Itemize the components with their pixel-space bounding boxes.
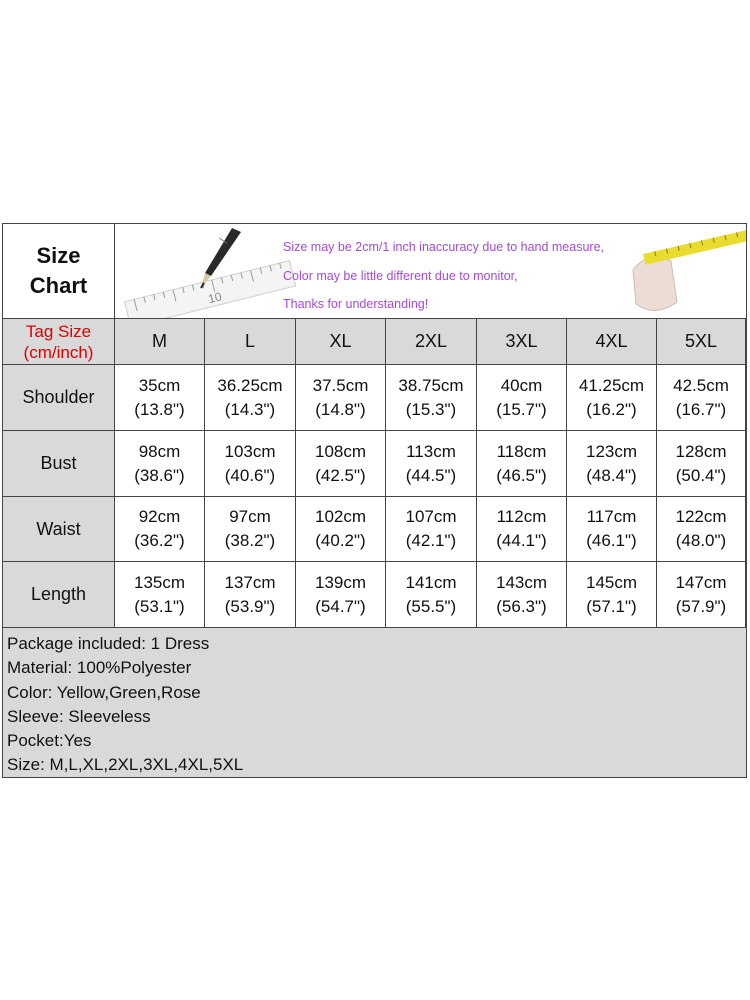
cell-inch: (54.7") [315,596,366,616]
hand-measuring-tape-icon [633,229,746,310]
cell-cm: 135cm [133,572,186,592]
cell-cm: 35cm [138,375,181,395]
cell-cm: 42.5cm [673,375,729,395]
note-inaccuracy: Size may be 2cm/1 inch inaccuracy due to hand measure, [283,240,605,254]
cell-inch: (53.9") [224,596,276,616]
cell-cm: 103cm [224,441,276,461]
table-cell [567,431,657,497]
cell-inch: (57.9") [675,596,727,616]
cell-inch: (36.2") [134,531,185,550]
cell-inch: (14.3") [224,399,276,419]
cell-cm: 137cm [224,572,276,592]
tag-size-label [3,319,115,365]
row-label-bust: Bust [3,431,115,497]
size-chart-title-text: Size Chart [29,243,88,298]
cell-inch: (16.7") [675,399,727,419]
cell-inch: (44.5") [405,465,457,485]
cell-cm: 123cm [585,441,638,461]
cell-inch: (46.5") [496,465,547,485]
table-cell [205,431,296,497]
package-size: Size: M,L,XL,2XL,3XL,4XL,5XL [7,755,244,775]
tag-size-label-text: Tag Size (cm/inch) [23,321,94,362]
table-cell [115,497,205,562]
package-color: Color: Yellow,Green,Rose [7,682,201,702]
cell-inch: (40.2") [315,531,366,550]
size-header-4xl: 4XL [567,319,657,365]
size-header-2xl: 2XL [386,319,477,365]
cell-cm: 122cm [675,507,727,526]
row-label-waist: Waist [3,497,115,562]
cell-cm: 38.75cm [398,375,464,395]
table-cell [567,497,657,562]
package-info [3,628,746,777]
cell-cm: 97cm [229,507,271,526]
table-cell [657,497,746,562]
ruler-label: 10 [206,289,224,307]
table-cell [386,497,477,562]
cell-inch: (56.3") [496,596,547,616]
table-cell [567,365,657,431]
table-cell [657,562,746,628]
cell-inch: (40.6") [224,465,276,485]
cell-inch: (38.2") [224,531,276,550]
package-sleeve: Sleeve: Sleeveless [7,706,151,726]
cell-cm: 128cm [675,441,727,461]
table-cell [296,365,386,431]
table-cell [115,562,205,628]
package-pocket: Pocket:Yes [7,731,92,751]
cell-inch: (55.5") [405,596,457,616]
row-label-length: Length [3,562,115,628]
table-cell [205,497,296,562]
table-cell [386,365,477,431]
table-cell [477,497,567,562]
cell-inch: (53.1") [134,596,185,616]
table-cell [657,365,746,431]
table-cell [477,431,567,497]
table-cell [115,431,205,497]
table-cell [386,562,477,628]
cell-cm: 107cm [405,507,457,526]
measurement-banner [115,224,746,319]
size-header-3xl: 3XL [477,319,567,365]
row-label-shoulder: Shoulder [3,365,115,431]
cell-cm: 36.25cm [217,375,283,395]
size-chart-title [3,224,115,319]
table-cell [115,365,205,431]
table-cell [386,431,477,497]
cell-inch: (57.1") [586,596,637,616]
cell-cm: 139cm [314,572,367,592]
cell-cm: 41.25cm [578,375,645,395]
cell-cm: 147cm [675,572,727,592]
cell-cm: 102cm [314,507,367,526]
cell-cm: 113cm [406,441,456,461]
size-header-m: M [115,319,205,365]
cell-inch: (46.1") [586,531,637,550]
table-cell [296,431,386,497]
cell-cm: 40cm [500,375,543,395]
table-cell [205,562,296,628]
cell-cm: 143cm [495,572,548,592]
table-cell [657,431,746,497]
cell-cm: 37.5cm [312,375,369,395]
cell-inch: (48.4") [586,465,637,485]
cell-cm: 92cm [138,507,181,526]
note-color: Color may be little different due to monitor, [283,269,518,283]
cell-inch: (44.1") [496,531,547,550]
cell-cm: 145cm [585,572,638,592]
table-cell [477,365,567,431]
table-cell [205,365,296,431]
cell-cm: 108cm [314,441,367,461]
note-thanks: Thanks for understanding! [283,297,429,311]
size-header-l: L [205,319,296,365]
table-cell [296,562,386,628]
cell-inch: (15.7") [496,399,547,419]
cell-cm: 112cm [496,507,547,526]
cell-cm: 117cm [586,507,637,526]
cell-inch: (14.8") [315,399,366,419]
cell-cm: 98cm [138,441,181,461]
cell-cm: 118cm [496,441,547,461]
table-cell [567,562,657,628]
cell-inch: (38.6") [134,465,185,485]
cell-inch: (16.2") [586,399,637,419]
table-cell [296,497,386,562]
cell-inch: (50.4") [675,465,727,485]
size-header-5xl: 5XL [657,319,746,365]
package-included: Package included: 1 Dress [7,634,210,653]
package-material: Material: 100%Polyester [7,658,192,678]
cell-inch: (42.1") [405,531,457,550]
size-header-xl: XL [296,319,386,365]
table-cell [477,562,567,628]
cell-inch: (15.3") [405,399,457,419]
cell-cm: 141cm [405,572,457,592]
cell-inch: (48.0") [675,531,727,550]
cell-inch: (13.8") [134,399,185,419]
size-chart-table [2,223,747,778]
cell-inch: (42.5") [315,465,366,485]
